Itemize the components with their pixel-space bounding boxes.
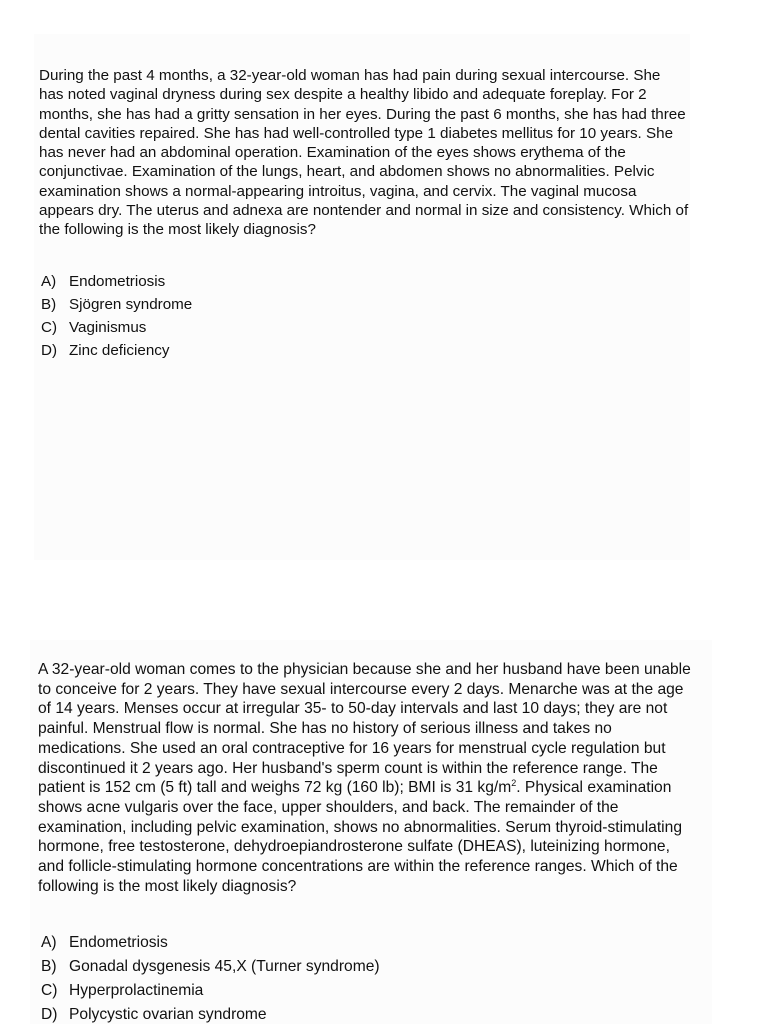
- answer-option[interactable]: [41, 318, 192, 341]
- option-letter: C): [41, 319, 58, 336]
- question-1-options: [41, 272, 192, 364]
- question-2-stem: [38, 660, 698, 896]
- option-letter: A): [41, 273, 57, 290]
- option-text: Hyperprolactinemia: [69, 982, 204, 999]
- option-letter: C): [41, 982, 58, 999]
- question-2-options: [41, 933, 380, 1029]
- option-text: Endometriosis: [69, 273, 166, 290]
- unit-exponent: 2: [511, 778, 517, 789]
- option-letter: B): [41, 296, 57, 313]
- question-1-stem: During the past 4 months, a 32-year-old woman has had pain during sexual intercourse. She has noted vaginal dryness during sex despite a healthy libido and adequate foreplay. For 2 months, she has had a gritty sensation in her eyes. During the past 6 months, she has had three dental cavities repaired. She has had well-controlled type 1 diabetes mellitus for 10 years. She has never had an abdominal operation. Examination of the eyes shows erythema of the conjunctivae. Examination of the lungs, heart, and abdomen shows no abnormalities. Pelvic examination shows a normal-appearing introitus, vagina, and cervix. The vaginal mucosa appears dry. The uterus and adnexa are nontender and normal in size and consistency. Which of the following is the most likely diagnosis?: [39, 67, 689, 239]
- option-text: Endometriosis: [69, 934, 168, 951]
- option-letter: A): [41, 934, 57, 951]
- option-text: Vaginismus: [69, 319, 147, 336]
- option-letter: D): [41, 1006, 58, 1023]
- option-text: Zinc deficiency: [69, 342, 170, 359]
- option-letter: B): [41, 958, 57, 975]
- answer-option[interactable]: [41, 295, 192, 318]
- answer-option[interactable]: [41, 957, 380, 981]
- answer-option[interactable]: [41, 341, 192, 364]
- answer-option[interactable]: [41, 933, 380, 957]
- option-text: Sjögren syndrome: [69, 296, 193, 313]
- question-2-stem-part2: . Physical examination shows acne vulgaris over the face, upper shoulders, and back. The remainder of the examination, including pelvic examination, shows no abnormalities. Serum thyroid-stimulating hormone, free testosterone, dehydroepiandrosterone sulfate (DHEAS), luteinizing hormone, and follicle-stimulating hormone concentrations are within the reference ranges. Which of the following is the most likely diagnosis?: [38, 779, 682, 895]
- option-letter: D): [41, 342, 58, 359]
- answer-option[interactable]: [41, 981, 380, 1005]
- answer-option[interactable]: [41, 1005, 380, 1029]
- option-text: Polycystic ovarian syndrome: [69, 1006, 267, 1023]
- answer-option[interactable]: [41, 272, 192, 295]
- option-text: Gonadal dysgenesis 45,X (Turner syndrome): [69, 958, 380, 975]
- question-2-stem-part1: A 32-year-old woman comes to the physician because she and her husband have been unable to conceive for 2 years. They have sexual intercourse every 2 days. Menarche was at the age of 14 years. Menses occur at irregular 35- to 50-day intervals and last 10 days; they are not painful. Menstrual flow is normal. She has no history of serious illness and takes no medications. She used an oral contraceptive for 16 years for menstrual cycle regulation but discontinued it 2 years ago. Her husband's sperm count is within the reference range. The patient is 152 cm (5 ft) tall and weighs 72 kg (160 lb); BMI is 31 kg/m: [38, 661, 691, 797]
